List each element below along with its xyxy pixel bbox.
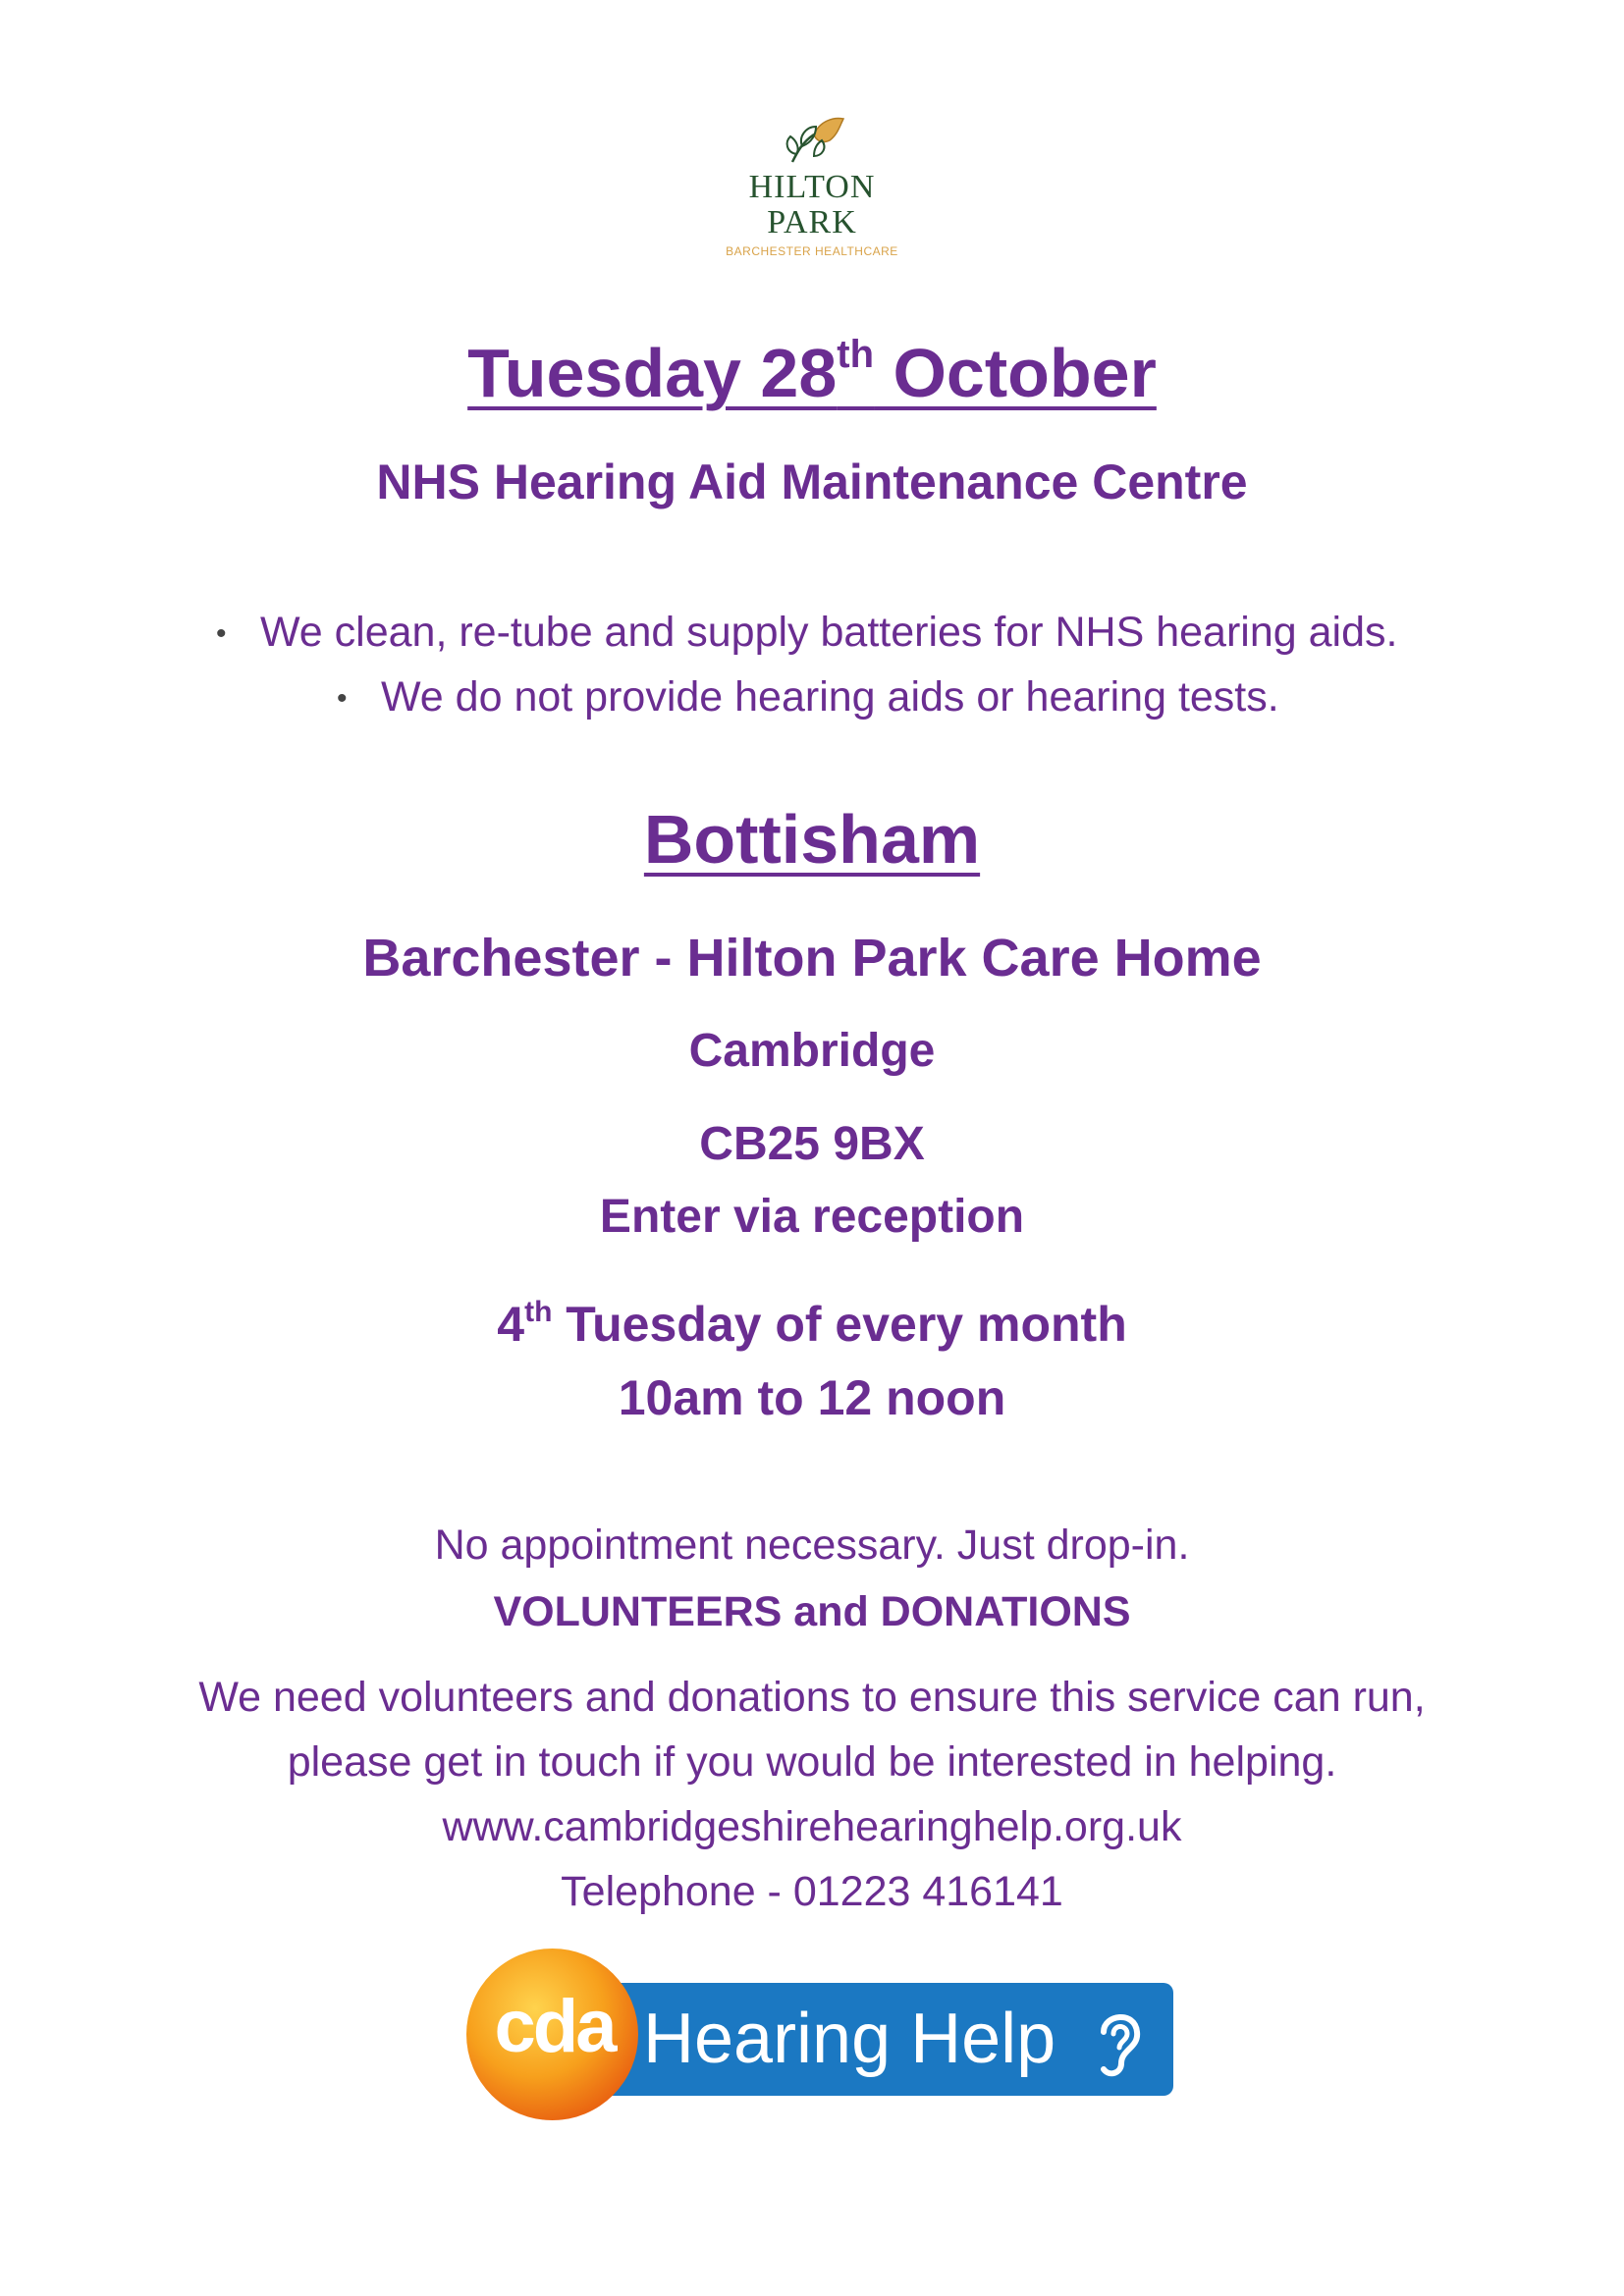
banner-text: Hearing Help: [643, 2000, 1056, 2078]
drop-in-note: No appointment necessary. Just drop-in.: [434, 1522, 1190, 1569]
venue-city: Cambridge: [688, 1025, 936, 1077]
volunteers-text-line2: please get in touch if you would be interested in helping.: [287, 1738, 1337, 1786]
schedule-frequency-text: Tuesday of every month: [552, 1297, 1127, 1352]
telephone-number: Telephone - 01223 416141: [561, 1868, 1063, 1915]
volunteers-text-line1: We need volunteers and donations to ensure this service can run,: [198, 1674, 1426, 1721]
page-subtitle: NHS Hearing Aid Maintenance Centre: [376, 454, 1248, 509]
schedule-number: 4: [497, 1297, 525, 1352]
location-heading: [0, 800, 1624, 879]
list-item: [216, 609, 1398, 657]
title-day: Tuesday 28: [467, 335, 838, 411]
location-place: Bottisham: [643, 801, 981, 878]
bullet-icon: •: [337, 682, 348, 715]
event-date-title: [0, 332, 1624, 414]
venue-entry: Enter via reception: [599, 1191, 1025, 1243]
bullet-icon: •: [216, 617, 227, 650]
schedule-hours: 10am to 12 noon: [618, 1370, 1006, 1425]
bullet-text: We clean, re-tube and supply batteries for NHS hearing aids.: [260, 609, 1398, 656]
schedule-frequency: [0, 1296, 1624, 1353]
volunteers-heading: VOLUNTEERS and DONATIONS: [493, 1588, 1131, 1635]
logo-name-line2: PARK: [767, 204, 857, 240]
cda-logo-text: cda: [494, 1985, 615, 2068]
venue-name: Barchester - Hilton Park Care Home: [362, 929, 1262, 988]
website-link[interactable]: www.cambridgeshirehearinghelp.org.uk: [442, 1803, 1182, 1850]
ear-icon: [1090, 2002, 1149, 2081]
cda-hearing-help-logo: [466, 1949, 1173, 2120]
logo-name-line1: HILTON: [748, 169, 876, 205]
venue-postcode: CB25 9BX: [699, 1118, 925, 1170]
oak-leaf-icon: [773, 113, 851, 170]
bullet-text: We do not provide hearing aids or hearing tests.: [381, 673, 1279, 721]
list-item: [337, 673, 1279, 721]
schedule-ordinal: th: [524, 1296, 553, 1328]
title-ordinal: th: [837, 333, 875, 376]
hilton-park-logo: [714, 113, 910, 275]
logo-subtitle: BARCHESTER HEALTHCARE: [726, 244, 898, 258]
title-month: October: [874, 335, 1157, 411]
